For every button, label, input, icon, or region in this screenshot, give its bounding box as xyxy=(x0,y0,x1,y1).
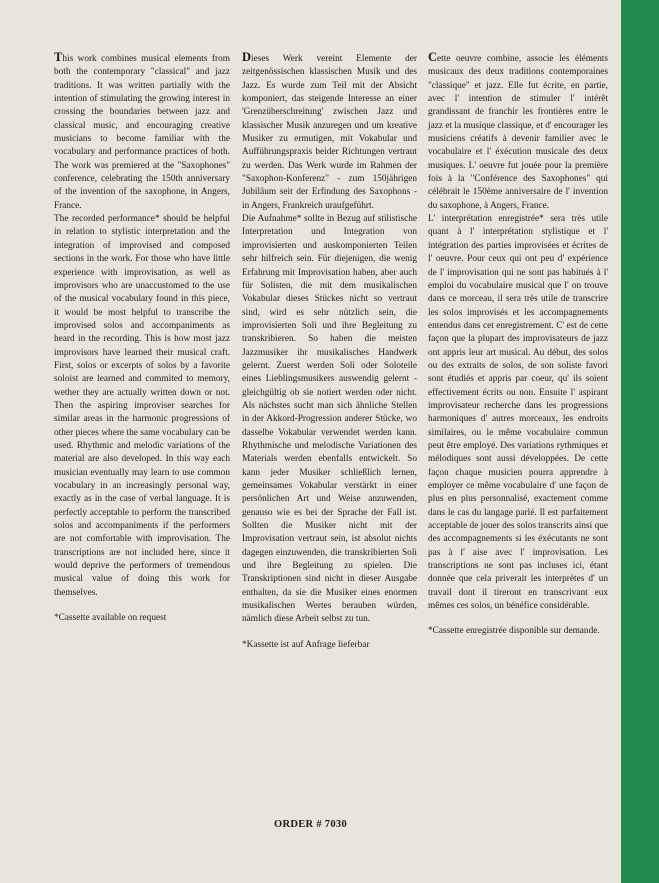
french-dropcap: C xyxy=(428,50,438,64)
order-number: ORDER # 7030 xyxy=(273,819,348,830)
german-column xyxy=(242,51,417,652)
german-paragraph-1: Dieses Werk vereint Elemente der zeitgenössischen klassischen Musik und des Jazz. Es wurde zum Teil mit der Absicht komponiert, das steigende Interesse an einer 'Grenzüberschreitung' zwischen Jazz und klassischer Musik anzuregen und um kreative Musiker zu ermutigen, mit Vokabular und Aufführungspraxis beider Richtungen vertraut zu werden. Das Werk wurde im Rahmen der "Saxophon-Konferenz" - zum 150jährigen Jubiläum seit der Erfindung des Saxophons - in Angers, Frankreich uraufgeführt. xyxy=(242,50,417,211)
english-column xyxy=(54,51,230,625)
french-paragraph-1: Cette oeuvre combine, associe les éléments musicaux des deux traditions contemporaines "classique" et jazz. Elle fut écrite, en partie, avec l' intention de stimuler l' intérêt grandissant de franchir les frontières entre le jazz et la musique classique, et d' encourager les musiciens créatifs à devenir familier avec le vocabulaire et l' éxécution musicale des deux musiques. L' oeuvre fut jouée pour la première fois à la "Conférence des Saxophones" qui célébrait le 150ème anniversaire de l' invention du saxophone, à Angers, France. xyxy=(428,50,608,211)
french-paragraph-2: L' interprétation enregistrée* sera très utile quant à l' interprétation stylistique et l' intégration des parties improvisées et écrites de l' oeuvre. Pour ceux qui ont peu d' expérience de l' improvisation qui ne sont pas habitués à l' emploi du vocabulaire musical que l' on trouve dans ce morceau, il sera très utile de transcrire les solos improvisés et les accompagnements entendus dans cet enregistrement. C' est de cette façon que la plupart des improvisateurs de jazz ont appris leur art musical. Au début, des solos ou des extraits de solos, de son soliste favori sont étudiés et appris par coeur, qu' ils soient effectivement écrits ou non. Ensuite l' aspirant improvisateur recherche dans les progressions harmoniques d' autres morceaux, les endroits similaires, ou le même vocabulaire commun peut être employé. Des variations rythmiques et mélodiques sont aussi développées. De cette façon chaque musicien pourra apprendre à employer ce même vocabulaire d' une façon de plus en plus personnalisé, exactement comme dans le cas du langage parlé. Il est parfaitement acceptable de jouer des solos transcrits ainsi que des accompagnements si les éxécutants ne sont pas à l' aise avec l' improvisation. Les transcriptions ne sont pas incluses ici, étant donnée que cela priverait les interprètes d' un travail dont il tireront en transcrivant eux mêmes ces solos, un bénéfice considérable. xyxy=(428,214,608,612)
english-footnote: *Cassette available on request xyxy=(54,613,167,624)
french-footnote: *Cassette enregistrée disponible sur demande. xyxy=(428,626,600,637)
german-paragraph-2: Die Aufnahme* sollte in Bezug auf stilistische Interpretation und Integration von improvisierten und auskomponierten Teilen sehr hilfreich sein. Für diejenigen, die wenig Erfahrung mit Improvisation haben, aber auch für Solisten, die mit dem musikalischen Vokabular dieses Stückes nicht so vertraut sind, wird es sehr nützlich sein, die improvisierten Soli und ihre Begleitung zu transkribieren. So haben die meisten Jazzmusiker ihr musikalisches Handwerk gelernt. Zuerst werden Soli oder Soloteile eines Lieblingsmusikers auswendig gelernt - gleichgültig ob sie notiert werden oder nicht. Als nächstes sucht man sich ähnliche Stellen in der Akkord-Progression anderer Stücke, wo dasselbe Vokabular verwendet werden kann. Rhythmische und melodische Variationen des Materials werden ebenfalls entwickelt. So kann jeder Musiker schließlich lernen, gemeinsames Vokabular verstärkt in einer persönlichen Art und Weise anzuwenden, genauso wie es bei der Sprache der Fall ist. Sollten die Musiker nicht mit der Improvisation vertraut sein, ist absolut nichts dagegen einzuwenden, die transkribierten Soli und ihre Begleitung zu spielen. Die Transkriptionen sind nicht in dieser Ausgabe enthalten, da sie die Musiker eines enormen musikalischen Wertes berauben würden, nämlich diese Arbeit selbst zu tun. xyxy=(242,214,417,625)
german-dropcap: D xyxy=(242,50,252,64)
green-edge-bar xyxy=(621,0,659,883)
english-dropcap: T xyxy=(54,50,63,64)
german-footnote: *Kassette ist auf Anfrage lieferbar xyxy=(242,639,370,650)
english-paragraph-2: The recorded performance* should be helpful in relation to stylistic interpretation and the integration of improvised and composed sections in the work. For those who have little experience with improvisation, as well as improvisors who are unaccustomed to the use of the musical vocabulary found in this piece, it would be most helpful to transcribe the improvised solos and accompaniments as heard in the recording. This is how most jazz improvisors have learned their musical craft. First, solos or excerpts of solos by a favorite soloist are learned and commited to memory, wether they are actually written down or not. Then the aspiring improviser searches for similar areas in the harmonic progressions of other pieces where the same vocabulary can be used. Rhythmic and melodic variations of the material are also developed. In this way each musician eventually may learn to use common vocabulary in an increasingly personal way, exactly as in the case of verbal language. It is perfectly acceptable to perform the transcribed solos and accompaniments if the performers are not comfortable with improvisation. The transcriptions are not included here, since it would deprive the performers of tremendous musical value of doing this work for themselves. xyxy=(54,214,230,598)
english-paragraph-1: This work combines musical elements from both the contemporary "classical" and jazz traditions. It was written partially with the intention of stimulating the growing interest in crossing the boundaries between jazz and classical music, and encouraging creative musicians to become familiar with the vocabulary and performance practices of both. The work was premiered at the "Saxophones" conference, celebrating the 150th anniversary of the invention of the saxophone, in Angers, France. xyxy=(54,50,230,211)
french-column xyxy=(428,51,608,639)
